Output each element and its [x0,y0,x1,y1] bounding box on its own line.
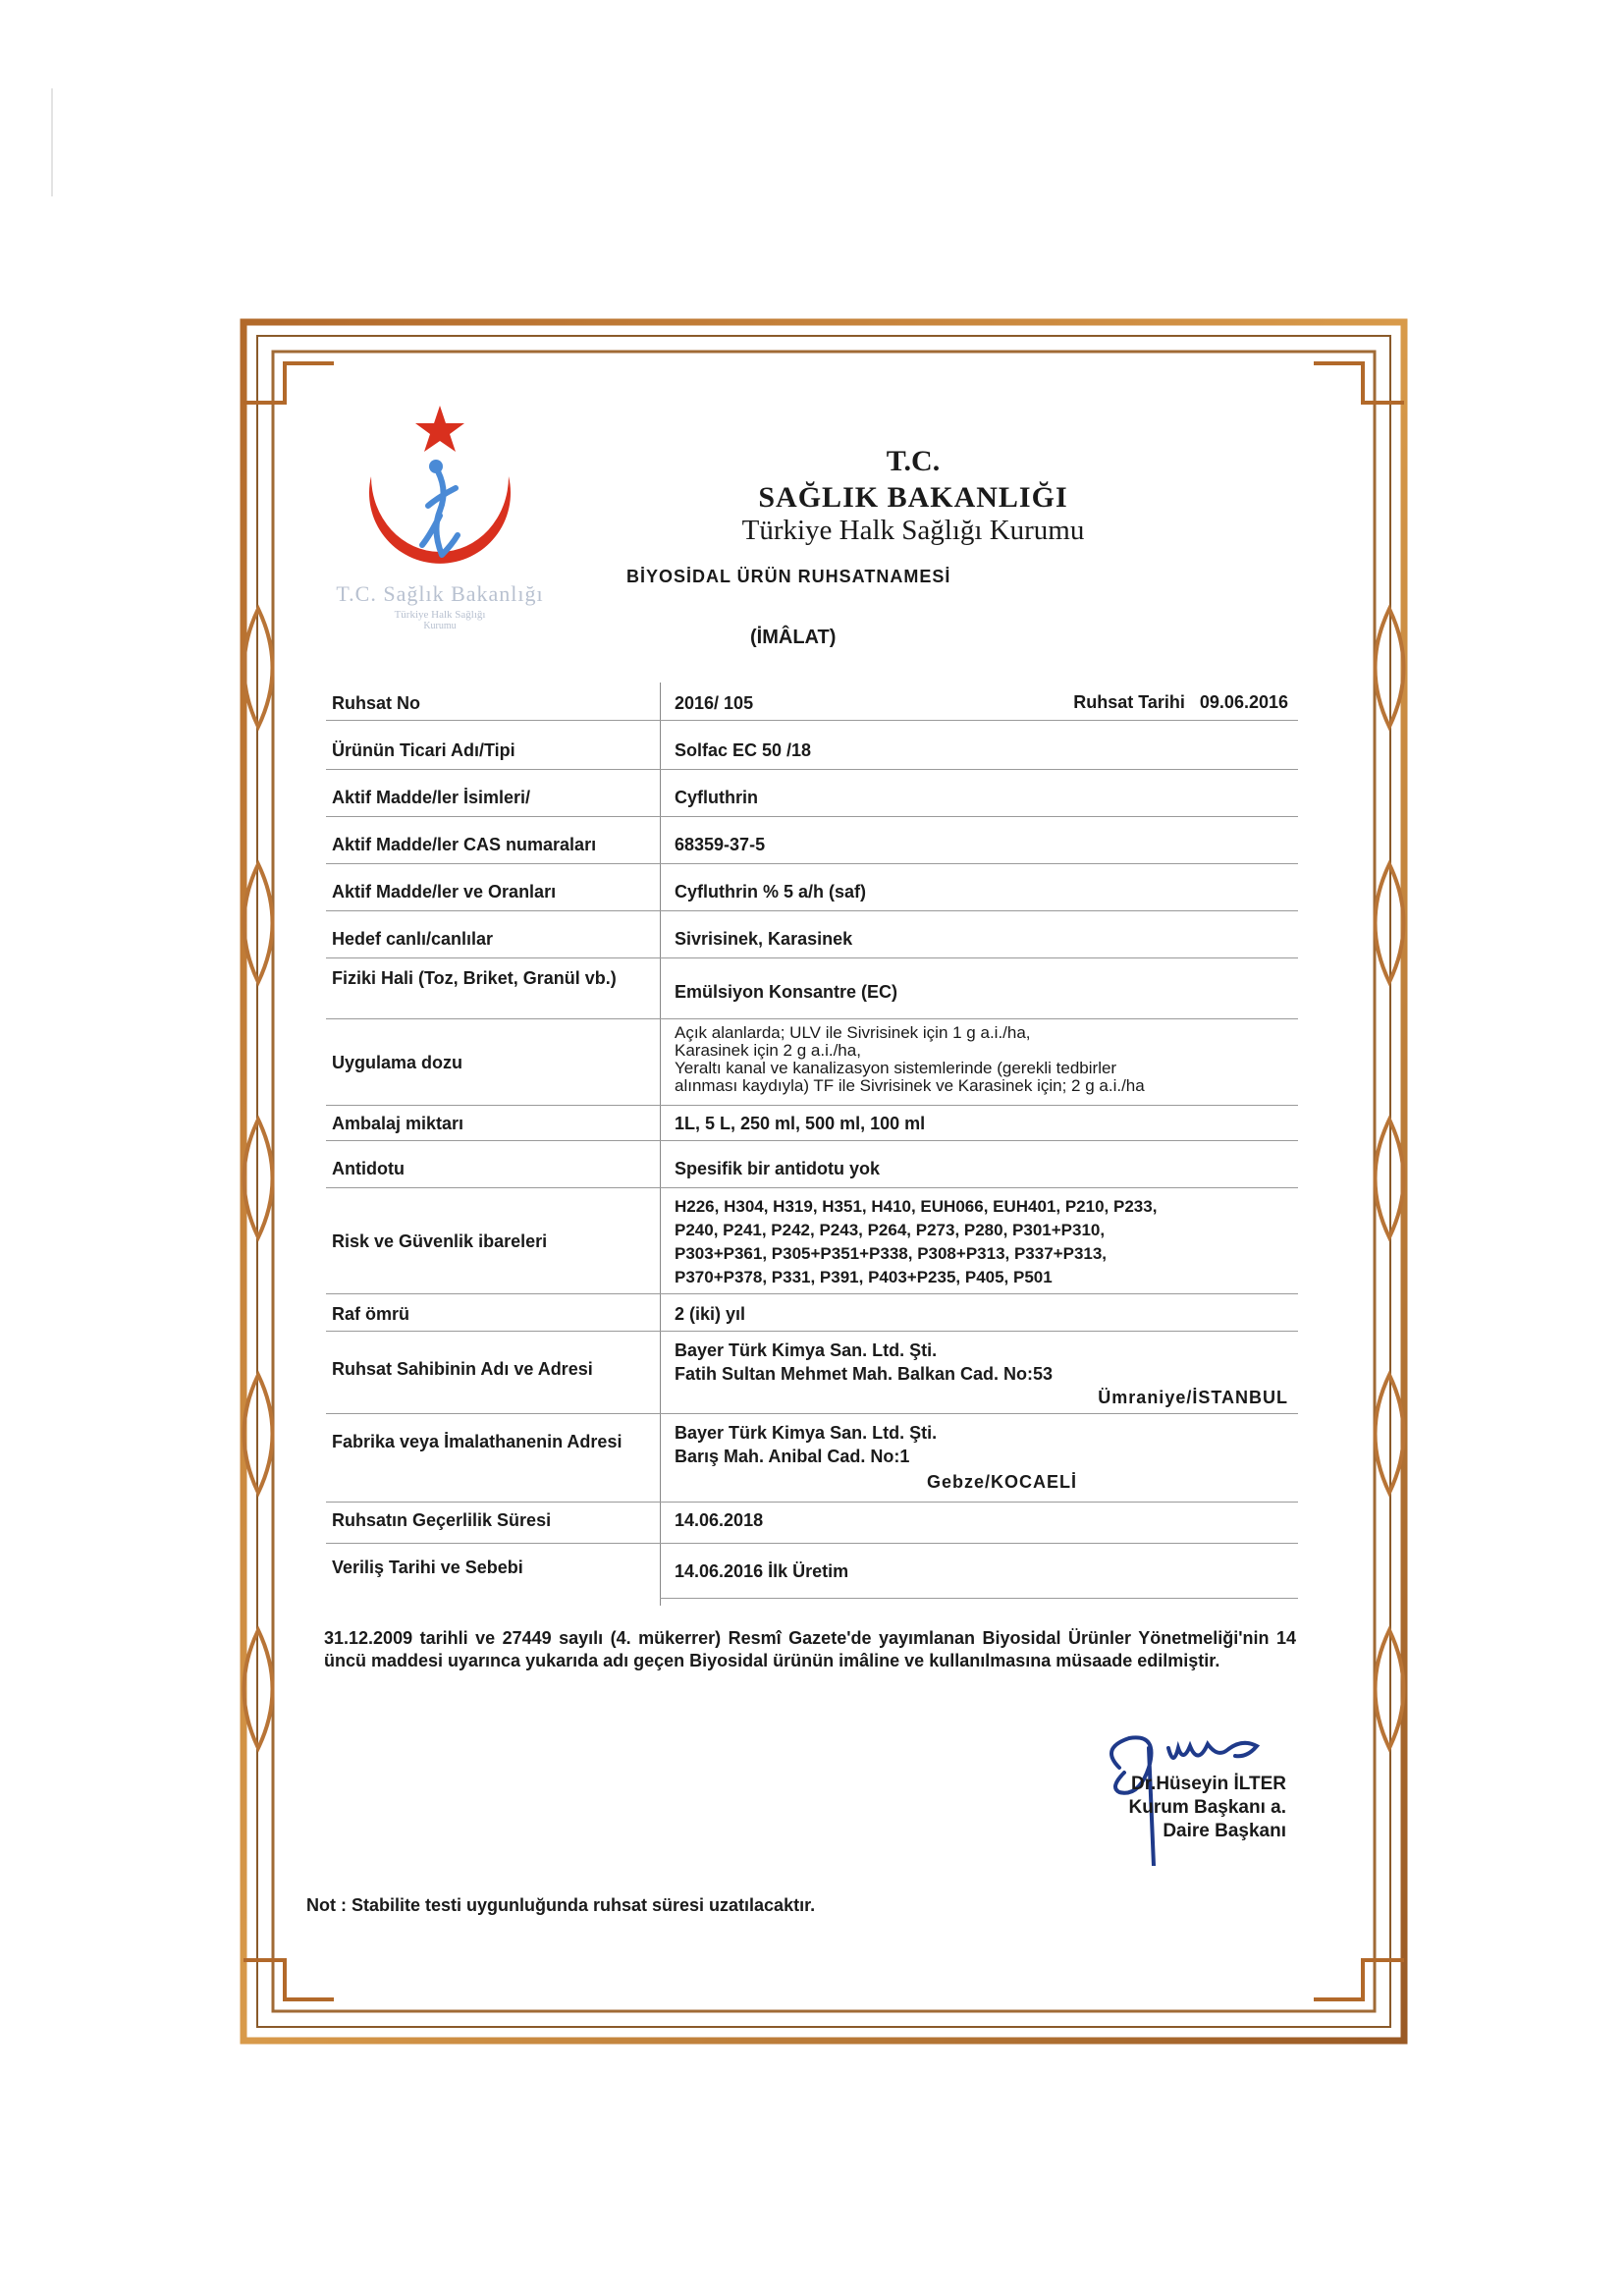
row-value: 2 (iki) yıl [675,1304,746,1324]
license-date-value: 09.06.2016 [1199,692,1288,712]
signatory-title-2: Daire Başkanı [1163,1821,1286,1841]
value-line: P370+P378, P331, P391, P403+P235, P405, P501 [675,1268,1053,1286]
header-ministry: SAĞLIK BAKANLIĞI [758,481,1068,514]
row-separator [326,863,1298,864]
signatory-name: Dr.Hüseyin İLTER [1130,1774,1286,1794]
license-date-label: Ruhsat Tarihi [1073,692,1185,712]
row-value: Spesifik bir antidotu yok [675,1159,881,1178]
signatory-block [1105,1773,1286,1843]
value-line: Fatih Sultan Mehmet Mah. Balkan Cad. No:53 [675,1364,1054,1384]
logo-line-3: Kurumu [423,621,457,631]
logo-line-1: T.C. Sağlık Bakanlığı [336,581,544,606]
row-separator [326,816,1298,817]
row-label: Aktif Madde/ler ve Oranları [332,882,557,902]
row-value: Cyfluthrin [675,788,758,807]
row-separator [326,1140,1298,1141]
value-line: Barış Mah. Anibal Cad. No:1 [675,1447,910,1466]
footer-note: Not : Stabilite testi uygunluğunda ruhsat süresi uzatılacaktır. [306,1895,816,1915]
license-date [1073,692,1288,713]
authorization-paragraph: 31.12.2009 tarihli ve 27449 sayılı (4. mükerrer) Resmî Gazete'de yayımlanan Biyosidal Ürünler Yönetmeliği'nin 14 üncü maddesi uyarınca yukarıda adı geçen Biyosidal ürünün imâline ve kullanılmasına müsaade edilmiştir. [324,1628,1296,1670]
row-separator [326,1543,1298,1544]
row-value: Solfac EC 50 /18 [675,740,812,760]
row-label: Ruhsatın Geçerlilik Süresi [332,1510,552,1530]
header-tc: T.C. [886,445,941,477]
row-label: Ambalaj miktarı [332,1114,464,1133]
value-line: P303+P361, P305+P351+P338, P308+P313, P337+P313, [675,1244,1108,1263]
value-line: Bayer Türk Kimya San. Ltd. Şti. [675,1340,938,1360]
row-separator [660,1598,1298,1599]
row-separator [326,769,1298,770]
row-value: Sivrisinek, Karasinek [675,929,853,949]
row-label: Fiziki Hali (Toz, Briket, Granül vb.) [332,968,617,988]
row-value: 14.06.2016 İlk Üretim [675,1561,849,1581]
row-label: Risk ve Güvenlik ibareleri [332,1231,548,1251]
signatory-title-1: Kurum Başkanı a. [1128,1797,1286,1818]
row-label: Aktif Madde/ler İsimleri/ [332,788,531,807]
value-line: P240, P241, P242, P243, P264, P273, P280, P301+P310, [675,1221,1106,1239]
row-value: Cyfluthrin % 5 a/h (saf) [675,882,867,902]
row-label: Raf ömrü [332,1304,410,1324]
star-icon [415,406,464,452]
row-value: 14.06.2018 [675,1510,764,1530]
value-line: Yeraltı kanal ve kanalizasyon sistemlerinde (gerekli tedbirler [675,1059,1117,1077]
row-separator [326,1502,1298,1503]
row-label: Ürünün Ticari Adı/Tipi [332,740,515,760]
row-separator [326,1413,1298,1414]
row-label: Antidotu [332,1159,405,1178]
logo-line-2: Türkiye Halk Sağlığı [394,609,486,621]
row-value-multiline [675,1024,1293,1095]
row-value-city: Ümraniye/İSTANBUL [1098,1388,1288,1407]
document-subtitle: (İMÂLAT) [750,627,837,648]
row-separator [326,1018,1298,1019]
row-separator [326,1293,1298,1294]
row-value: 2016/ 105 [675,693,754,713]
value-line: alınması kaydıyla) TF ile Sivrisinek ve Karasinek için; 2 g a.i./ha [675,1076,1145,1095]
value-line: H226, H304, H319, H351, H410, EUH066, EUH401, P210, P233, [675,1197,1158,1216]
value-line: Açık alanlarda; ULV ile Sivrisinek için 1 g a.i./ha, [675,1023,1031,1042]
row-value-city: Gebze/KOCAELİ [926,1472,1077,1492]
row-separator [326,1331,1298,1332]
row-label: Aktif Madde/ler CAS numaraları [332,835,597,854]
document-title: BİYOSİDAL ÜRÜN RUHSATNAMESİ [626,567,951,586]
row-label: Fabrika veya İmalathanenin Adresi [332,1432,623,1451]
row-value-multiline [675,1421,1293,1468]
row-value: 68359-37-5 [675,835,766,854]
row-value-multiline [675,1339,1293,1386]
table-divider [660,683,661,1606]
row-label: Ruhsat No [332,693,420,713]
row-separator [326,957,1298,958]
row-separator [326,720,1298,721]
row-value-multiline [675,1195,1293,1289]
row-value: 1L, 5 L, 250 ml, 500 ml, 100 ml [675,1114,926,1133]
row-value: Emülsiyon Konsantre (EC) [675,982,898,1002]
row-separator [326,1105,1298,1106]
row-label: Ruhsat Sahibinin Adı ve Adresi [332,1359,593,1379]
row-separator [326,910,1298,911]
row-label: Veriliş Tarihi ve Sebebi [332,1558,523,1577]
value-line: Karasinek için 2 g a.i./ha, [675,1041,861,1060]
header-institution: Türkiye Halk Sağlığı Kurumu [741,515,1085,546]
row-label: Uygulama dozu [332,1053,463,1072]
row-separator [326,1187,1298,1188]
logo-caption [312,581,568,631]
value-line: Bayer Türk Kimya San. Ltd. Şti. [675,1423,938,1443]
row-label: Hedef canlı/canlılar [332,929,494,949]
